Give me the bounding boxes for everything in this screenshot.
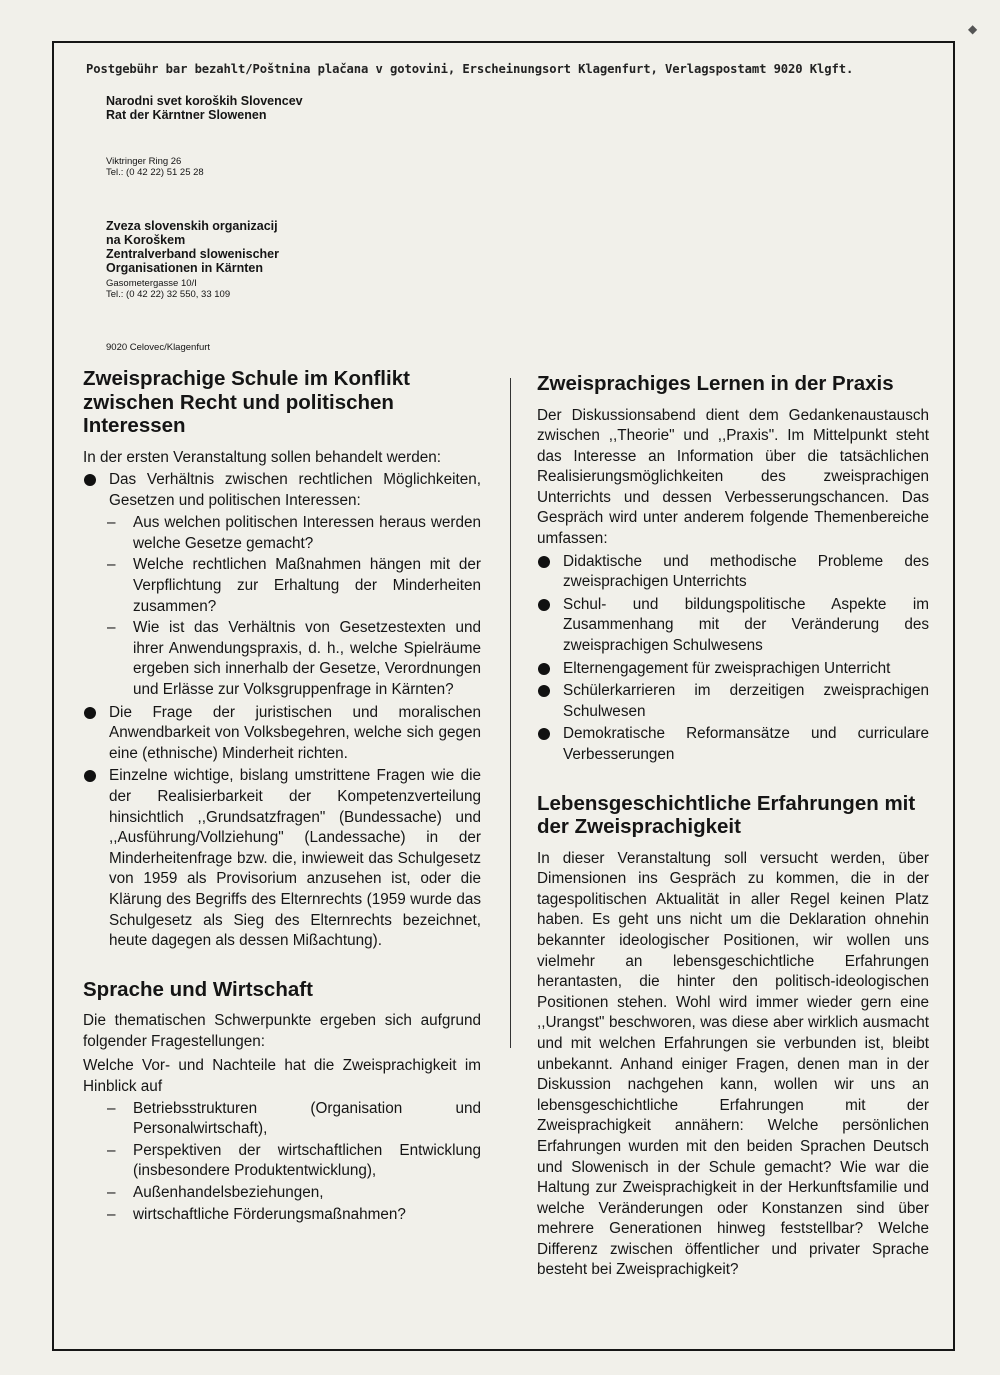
postage-line: Postgebühr bar bezahlt/Poštnina plačana v gotovini, Erscheinungsort Klagenfurt, Verlagspostamt 9020 Klgft. (86, 62, 854, 76)
section-title: Zweisprachige Schule im Konflikt zwischen Recht und politischen Interessen (83, 367, 410, 437)
right-column (537, 372, 929, 1281)
bullet-text: Das Verhältnis zwischen rechtlichen Möglichkeiten, Gesetzen und politischen Interessen: (109, 471, 481, 509)
bullet-icon (538, 728, 550, 740)
org2-line4: Organisationen in Kärnten (106, 261, 263, 275)
bullet-text: Schul- und bildungspolitische Aspekte im Zusammenhang mit der Veränderung des zweisprachigen Schulwesens (563, 595, 929, 655)
paragraph: Die thematischen Schwerpunkte ergeben sich aufgrund folgender Fragestellungen: (83, 1012, 481, 1050)
bullet-text: Demokratische Reformansätze und curriculare Verbesserungen (563, 725, 929, 763)
paragraph: Der Diskussionsabend dient dem Gedankenaustausch zwischen ,,Theorie" und ,,Praxis". Im Mittelpunkt steht das Interesse an Information über die tatsächlichen Realisierungsmöglichkeiten des zweisprachigen Unterrichts und dessen Verbesserungschancen. Das Gespräch wird unter anderem folgende Themenbereiche umfassen: (537, 406, 929, 548)
org1-block (106, 94, 303, 122)
bullet-icon (84, 707, 96, 719)
city-line: 9020 Celovec/Klagenfurt (106, 342, 211, 353)
dash-item: – wirtschaftliche Förderungsmaßnahmen? (83, 1205, 481, 1226)
paragraph: Welche Vor- und Nachteile hat die Zweisprachigkeit im Hinblick auf (83, 1057, 481, 1096)
dash-item: – Welche rechtlichen Maßnahmen hängen mit der Verpflichtung zur Erhaltung der Minderheiten zusammen? (83, 555, 481, 617)
bullet-text: Einzelne wichtige, bislang umstrittene Fragen wie die der Realisierbarkeit der Kompetenzverteilung hinsichtlich ,,Grundsatzfragen" (Bundessache) und ,,Ausführung/Vollziehung" (Landessache) in der Minderheitenfrage bzw. die, inwieweit das Schulgesetz von 1959 als Provisorium anzusehen ist, oder die Klärung des Begriffs des Elternrechts (1959 wurde das Schulgesetz als Sieg des Elternrechts bezeichnet, heute dagegen als dessen Mißachtung). (109, 767, 481, 950)
dash-item: – Aus welchen politischen Interessen heraus werden welche Gesetze gemacht? (83, 513, 481, 554)
org2-line2: na Koroškem (106, 233, 186, 247)
org2-line3: Zentralverband slowenischer (106, 247, 279, 261)
bullet-text: Schülerkarrieren im derzeitigen zweisprachigen Schulwesen (563, 682, 929, 720)
left-column (83, 367, 481, 1226)
section-title: Sprache und Wirtschaft (83, 977, 313, 1001)
paragraph: In dieser Veranstaltung soll versucht werden, über Dimensionen ins Gespräch zu kommen, die in der tagespolitischen Aktualität in aller Regel keinen Platz haben. Es geht uns nicht um die Deklaration ohnehin bekannter ideologischer Positionen, wir wollen uns vielmehr an lebensgeschichtliche Erfahrungen herantasten, die hinter den politisch-ideologischen Positionen stehen. Wohl wird immer wieder gern eine ,,Urangst" beschworen, was diese aber wirklich ausmacht und mit welchen Erfahrungen sie verbunden ist, bleibt unbekannt. Anhand einiger Fragen, denen man in der Diskussion nachgehen kann, wollen wir uns an lebensgeschichtliche Erfahrungen mit der Zweisprachigkeit annähern: Welche persönlichen Erfahrungen wurden mit den beiden Sprachen Deutsch und Slowenisch in der Schule gemacht? Wie war die Haltung zur Zweisprachigkeit in der Herkunftsfamilie und welche Veränderungen oder Konstanzen sind über mehrere Generationen hinweg feststellbar? Welche Differenz zwischen öffentlicher und privater Sprache besteht bei Zweisprachigkeit? (537, 849, 929, 1279)
org1-address (106, 156, 204, 178)
dash-item: – Außenhandelsbeziehungen, (83, 1183, 481, 1204)
org2-street: Gasometergasse 10/I (106, 278, 197, 289)
bullet-icon (84, 474, 96, 486)
bullet-item (537, 724, 929, 765)
bullet-item (537, 552, 929, 593)
org1-phone: Tel.: (0 42 22) 51 25 28 (106, 167, 204, 178)
column-divider (510, 378, 511, 1048)
bullet-item (537, 595, 929, 657)
bullet-item (83, 703, 481, 765)
bullet-icon (84, 770, 96, 782)
bullet-icon (538, 599, 550, 611)
org2-line1: Zveza slovenskih organizacij (106, 219, 278, 233)
scan-mark: ◆ (968, 22, 978, 36)
org2-phone: Tel.: (0 42 22) 32 550, 33 109 (106, 289, 231, 300)
org2-address (106, 278, 230, 300)
org1-street: Viktringer Ring 26 (106, 156, 182, 167)
section-title: Zweisprachiges Lernen in der Praxis (537, 372, 894, 395)
org1-name-de: Rat der Kärntner Slowenen (106, 108, 267, 122)
bullet-text: Die Frage der juristischen und moralischen Anwendbarkeit von Volksbegehren, welche sich gegen eine (ethnische) Minderheit richten. (109, 703, 481, 762)
bullet-item (83, 766, 481, 951)
section-title: Lebensgeschichtliche Erfahrungen mit der Zweisprachigkeit (537, 791, 916, 839)
dash-item: – Wie ist das Verhältnis von Gesetzestexten und ihrer Anwendungspraxis, d. h., welche Spielräume ergeben sich innerhalb der Gesetze, Verordnungen und Erlässe zur Volksgruppenfrage in Kärnten? (83, 618, 481, 700)
bullet-text: Elternengagement für zweisprachigen Unterricht (563, 659, 891, 677)
section-intro: In der ersten Veranstaltung sollen behandelt werden: (83, 448, 442, 466)
bullet-icon (538, 685, 550, 697)
dash-item: – Betriebsstrukturen (Organisation und Personalwirtschaft), (83, 1099, 481, 1140)
bullet-item (83, 470, 481, 511)
bullet-item (537, 659, 929, 680)
bullet-icon (538, 556, 550, 568)
bullet-text: Didaktische und methodische Probleme des zweisprachigen Unterrichts (563, 552, 929, 591)
org1-name-sl: Narodni svet koroških Slovencev (106, 94, 303, 108)
bullet-item (537, 681, 929, 722)
dash-item: – Perspektiven der wirtschaftlichen Entwicklung (insbesondere Produktentwicklung), (83, 1141, 481, 1182)
bullet-icon (538, 663, 550, 675)
org2-block (106, 219, 279, 275)
